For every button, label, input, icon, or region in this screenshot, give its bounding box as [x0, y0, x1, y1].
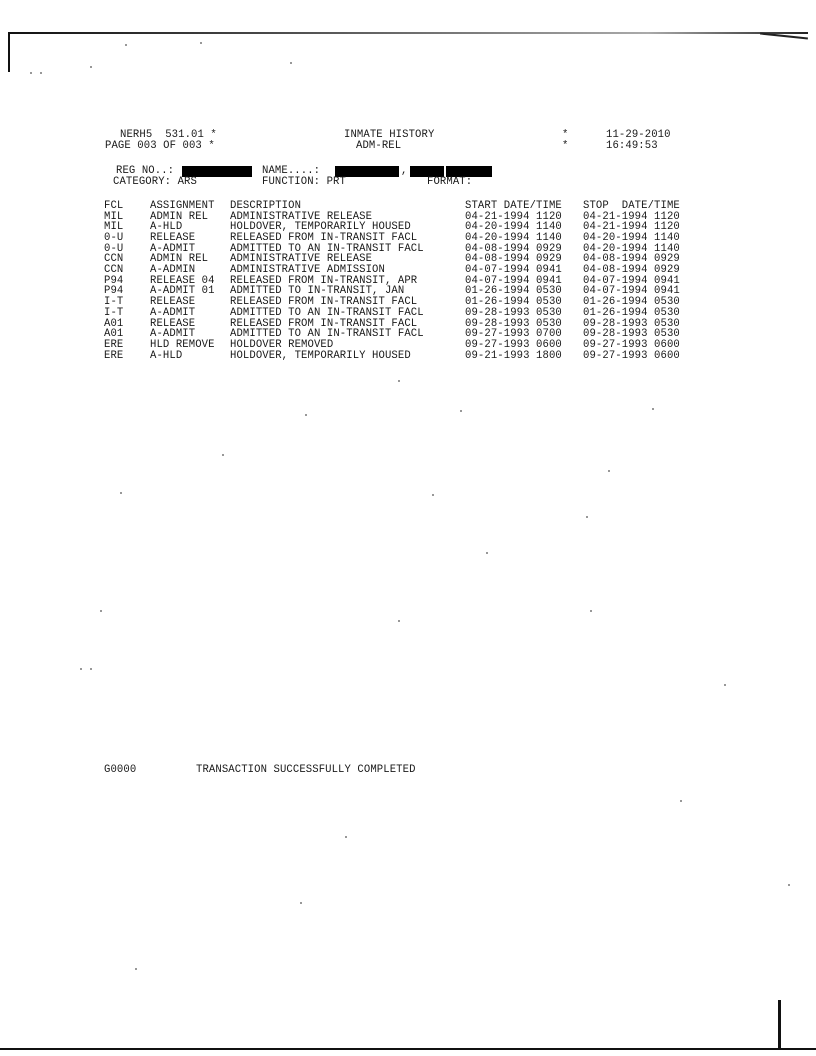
scan-speck [90, 668, 92, 670]
cell-assignment: A-ADMIT 01 [150, 285, 215, 298]
cell-assignment: RELEASE [150, 317, 196, 330]
cell-stop: 01-26-1994 0530 [583, 306, 680, 319]
header-star: * [562, 140, 569, 152]
cell-assignment: HLD REMOVE [150, 338, 215, 351]
cell-stop: 04-21-1994 1120 [583, 210, 680, 223]
cell-assignment: A-HLD [150, 349, 183, 362]
status-message: TRANSACTION SUCCESSFULLY COMPLETED [196, 764, 416, 776]
cell-stop: 01-26-1994 0530 [583, 296, 680, 309]
reg-no-label: REG NO..: [116, 165, 175, 177]
cell-stop: 09-28-1993 0530 [583, 317, 680, 330]
scan-speck [398, 620, 400, 622]
scan-speck [100, 610, 102, 612]
function-label: FUNCTION: PRT [262, 176, 346, 188]
cell-description: RELEASED FROM IN-TRANSIT FACL [230, 317, 418, 330]
cell-fcl: I-T [104, 296, 124, 309]
cell-description: ADMINISTRATIVE ADMISSION [230, 264, 385, 276]
cell-stop: 04-20-1994 1140 [583, 231, 680, 244]
cell-description: RELEASED FROM IN-TRANSIT FACL [230, 296, 418, 309]
report-time: 16:49:53 [606, 140, 658, 152]
cell-assignment: A-ADMIT [150, 242, 196, 255]
scan-border-bottom [0, 1048, 816, 1050]
cell-start: 04-20-1994 1140 [465, 231, 562, 244]
scan-speck [345, 836, 347, 838]
cell-assignment: ADMIN REL [150, 210, 209, 223]
cell-fcl: MIL [104, 210, 124, 223]
cell-assignment: A-ADMIN [150, 264, 196, 276]
cell-start: 09-27-1993 0600 [465, 338, 562, 351]
format-label: FORMAT: [427, 176, 473, 188]
cell-start: 04-07-1994 0941 [465, 274, 562, 287]
cell-fcl: P94 [104, 274, 124, 287]
col-header-fcl: FCL [104, 200, 124, 212]
scan-speck [135, 968, 137, 970]
status-code: G0000 [104, 764, 137, 776]
cell-stop: 04-07-1994 0941 [583, 285, 680, 298]
cell-fcl: ERE [104, 338, 124, 351]
scan-speck [305, 414, 307, 416]
cell-assignment: A-ADMIT [150, 306, 196, 319]
cell-assignment: RELEASE [150, 296, 196, 309]
header-star: * [562, 129, 569, 141]
cell-assignment: RELEASE 04 [150, 274, 215, 287]
col-header-stop: STOP DATE/TIME [583, 200, 680, 212]
col-header-start: START DATE/TIME [465, 200, 562, 212]
cell-description: ADMITTED TO IN-TRANSIT, JAN [230, 285, 405, 298]
name-label: NAME....: [262, 165, 321, 177]
report-date: 11-29-2010 [606, 129, 671, 141]
cell-description: ADMITTED TO AN IN-TRANSIT FACL [230, 328, 424, 341]
cell-start: 01-26-1994 0530 [465, 296, 562, 309]
cell-description: ADMINISTRATIVE RELEASE [230, 253, 373, 266]
cell-fcl: 0-U [104, 231, 124, 244]
cell-fcl: P94 [104, 285, 124, 298]
scan-speck [460, 410, 462, 412]
col-header-description: DESCRIPTION [230, 200, 302, 212]
scan-speck [90, 66, 92, 68]
cell-fcl: CCN [104, 253, 124, 266]
cell-description: RELEASED FROM IN-TRANSIT, APR [230, 274, 418, 287]
scan-speck [300, 902, 302, 904]
cell-start: 01-26-1994 0530 [465, 285, 562, 298]
scan-speck [788, 884, 790, 886]
scan-border-top [8, 32, 808, 34]
cell-fcl: 0-U [104, 242, 124, 255]
cell-fcl: I-T [104, 306, 124, 319]
scan-speck [608, 470, 610, 472]
cell-stop: 04-08-1994 0929 [583, 253, 680, 266]
scan-speck [398, 380, 400, 382]
cell-assignment: RELEASE [150, 231, 196, 244]
cell-stop: 04-08-1994 0929 [583, 264, 680, 276]
cell-description: RELEASED FROM IN-TRANSIT FACL [230, 231, 418, 244]
cell-description: ADMINISTRATIVE RELEASE [230, 210, 373, 223]
scan-speck [120, 492, 122, 494]
cell-start: 09-28-1993 0530 [465, 317, 562, 330]
cell-description: HOLDOVER, TEMPORARILY HOUSED [230, 349, 411, 362]
cell-start: 04-21-1994 1120 [465, 210, 562, 223]
cell-description: ADMITTED TO AN IN-TRANSIT FACL [230, 242, 424, 255]
category-label: CATEGORY: ARS [113, 176, 197, 188]
cell-stop: 09-28-1993 0530 [583, 328, 680, 341]
scan-speck [486, 552, 488, 554]
cell-fcl: MIL [104, 221, 124, 234]
cell-stop: 09-27-1993 0600 [583, 349, 680, 362]
cell-assignment: ADMIN REL [150, 253, 209, 266]
name-separator: , [401, 165, 408, 177]
header-code: NERH5 531.01 * [120, 129, 217, 141]
cell-start: 04-08-1994 0929 [465, 253, 562, 266]
cell-assignment: A-HLD [150, 221, 183, 234]
report-subtitle: ADM-REL [356, 140, 402, 152]
scan-speck [40, 72, 42, 74]
scan-border-right [778, 1000, 781, 1050]
scan-speck [586, 516, 588, 518]
cell-stop: 09-27-1993 0600 [583, 338, 680, 351]
cell-start: 09-27-1993 0700 [465, 328, 562, 341]
scan-speck [652, 408, 654, 410]
cell-fcl: CCN [104, 264, 124, 276]
report-title: INMATE HISTORY [344, 129, 435, 141]
cell-start: 04-08-1994 0929 [465, 242, 562, 255]
cell-start: 09-28-1993 0530 [465, 306, 562, 319]
cell-description: ADMITTED TO AN IN-TRANSIT FACL [230, 306, 424, 319]
col-header-assignment: ASSIGNMENT [150, 200, 215, 212]
cell-start: 09-21-1993 1800 [465, 349, 562, 362]
cell-fcl: A01 [104, 317, 124, 330]
scan-speck [125, 44, 127, 46]
scan-speck [200, 42, 202, 44]
scan-speck [290, 62, 292, 64]
cell-stop: 04-07-1994 0941 [583, 274, 680, 287]
cell-start: 04-07-1994 0941 [465, 264, 562, 276]
scan-speck [80, 668, 82, 670]
cell-description: HOLDOVER, TEMPORARILY HOUSED [230, 221, 411, 234]
cell-fcl: A01 [104, 328, 124, 341]
cell-start: 04-20-1994 1140 [465, 221, 562, 234]
scan-speck [590, 610, 592, 612]
cell-stop: 04-20-1994 1140 [583, 242, 680, 255]
scan-speck [724, 684, 726, 686]
scan-speck [30, 72, 32, 74]
scan-speck [432, 494, 434, 496]
scan-speck [222, 454, 224, 456]
page-indicator: PAGE 003 OF 003 * [105, 140, 215, 152]
cell-description: HOLDOVER REMOVED [230, 338, 334, 351]
scan-speck [680, 800, 682, 802]
cell-fcl: ERE [104, 349, 124, 362]
cell-stop: 04-21-1994 1120 [583, 221, 680, 234]
cell-assignment: A-ADMIT [150, 328, 196, 341]
scan-border-left [8, 32, 10, 72]
